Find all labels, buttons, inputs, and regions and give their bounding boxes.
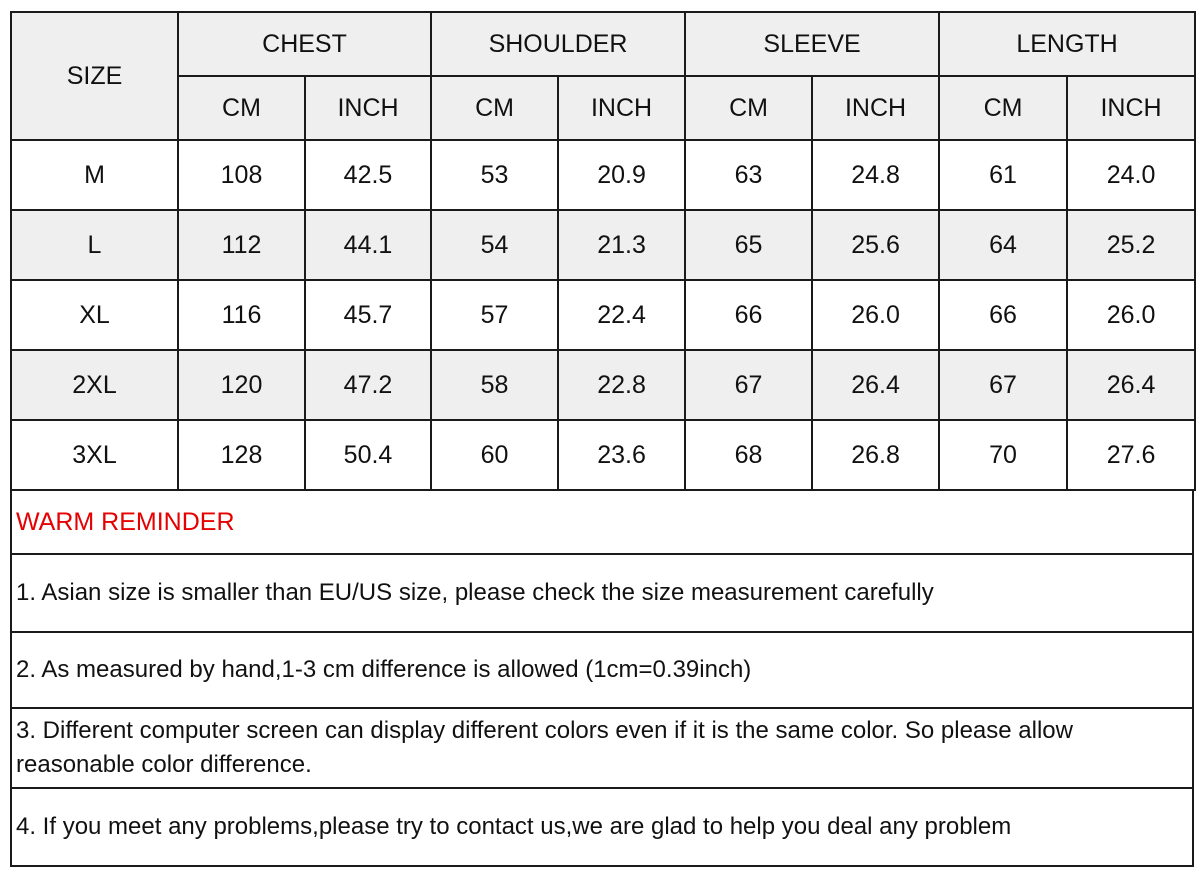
value-cell: 25.2 bbox=[1067, 210, 1195, 280]
unit-header: INCH bbox=[812, 76, 939, 140]
group-header-shoulder: SHOULDER bbox=[431, 12, 685, 76]
value-cell: 53 bbox=[431, 140, 558, 210]
value-cell: 66 bbox=[685, 280, 812, 350]
size-table bbox=[10, 11, 1196, 491]
reminder-note: 1. Asian size is smaller than EU/US size, please check the size measurement carefully bbox=[12, 555, 1192, 633]
table-row bbox=[11, 420, 1195, 490]
size-header: SIZE bbox=[11, 12, 178, 140]
unit-header: INCH bbox=[305, 76, 431, 140]
value-cell: 24.8 bbox=[812, 140, 939, 210]
value-cell: 66 bbox=[939, 280, 1067, 350]
group-header-length: LENGTH bbox=[939, 12, 1195, 76]
value-cell: 24.0 bbox=[1067, 140, 1195, 210]
size-chart bbox=[10, 11, 1194, 867]
unit-header: INCH bbox=[1067, 76, 1195, 140]
value-cell: 47.2 bbox=[305, 350, 431, 420]
unit-header: CM bbox=[178, 76, 305, 140]
group-header-sleeve: SLEEVE bbox=[685, 12, 939, 76]
warm-reminder-section bbox=[10, 491, 1194, 867]
value-cell: 120 bbox=[178, 350, 305, 420]
size-cell: 2XL bbox=[11, 350, 178, 420]
value-cell: 45.7 bbox=[305, 280, 431, 350]
size-cell: 3XL bbox=[11, 420, 178, 490]
unit-header: CM bbox=[939, 76, 1067, 140]
header-row-units bbox=[11, 76, 1195, 140]
value-cell: 58 bbox=[431, 350, 558, 420]
value-cell: 68 bbox=[685, 420, 812, 490]
header-row-groups bbox=[11, 12, 1195, 76]
value-cell: 25.6 bbox=[812, 210, 939, 280]
value-cell: 26.4 bbox=[812, 350, 939, 420]
value-cell: 26.4 bbox=[1067, 350, 1195, 420]
value-cell: 26.8 bbox=[812, 420, 939, 490]
value-cell: 67 bbox=[685, 350, 812, 420]
value-cell: 65 bbox=[685, 210, 812, 280]
size-cell: M bbox=[11, 140, 178, 210]
value-cell: 22.4 bbox=[558, 280, 685, 350]
reminder-note: 3. Different computer screen can display different colors even if it is the same color. So please allow reasonable color difference. bbox=[12, 709, 1192, 789]
unit-header: CM bbox=[685, 76, 812, 140]
table-row bbox=[11, 350, 1195, 420]
table-row bbox=[11, 280, 1195, 350]
value-cell: 70 bbox=[939, 420, 1067, 490]
value-cell: 20.9 bbox=[558, 140, 685, 210]
reminder-note: 2. As measured by hand,1-3 cm difference is allowed (1cm=0.39inch) bbox=[12, 633, 1192, 709]
value-cell: 63 bbox=[685, 140, 812, 210]
value-cell: 57 bbox=[431, 280, 558, 350]
value-cell: 67 bbox=[939, 350, 1067, 420]
value-cell: 112 bbox=[178, 210, 305, 280]
value-cell: 116 bbox=[178, 280, 305, 350]
unit-header: INCH bbox=[558, 76, 685, 140]
value-cell: 42.5 bbox=[305, 140, 431, 210]
size-cell: XL bbox=[11, 280, 178, 350]
value-cell: 60 bbox=[431, 420, 558, 490]
value-cell: 54 bbox=[431, 210, 558, 280]
table-row bbox=[11, 210, 1195, 280]
value-cell: 21.3 bbox=[558, 210, 685, 280]
unit-header: CM bbox=[431, 76, 558, 140]
group-header-chest: CHEST bbox=[178, 12, 431, 76]
table-row bbox=[11, 140, 1195, 210]
value-cell: 44.1 bbox=[305, 210, 431, 280]
value-cell: 27.6 bbox=[1067, 420, 1195, 490]
value-cell: 23.6 bbox=[558, 420, 685, 490]
reminder-note: 4. If you meet any problems,please try to contact us,we are glad to help you deal any problem bbox=[12, 789, 1192, 867]
value-cell: 64 bbox=[939, 210, 1067, 280]
value-cell: 26.0 bbox=[1067, 280, 1195, 350]
value-cell: 22.8 bbox=[558, 350, 685, 420]
value-cell: 26.0 bbox=[812, 280, 939, 350]
size-cell: L bbox=[11, 210, 178, 280]
value-cell: 61 bbox=[939, 140, 1067, 210]
value-cell: 128 bbox=[178, 420, 305, 490]
value-cell: 50.4 bbox=[305, 420, 431, 490]
value-cell: 108 bbox=[178, 140, 305, 210]
warm-reminder-title: WARM REMINDER bbox=[12, 491, 1192, 555]
